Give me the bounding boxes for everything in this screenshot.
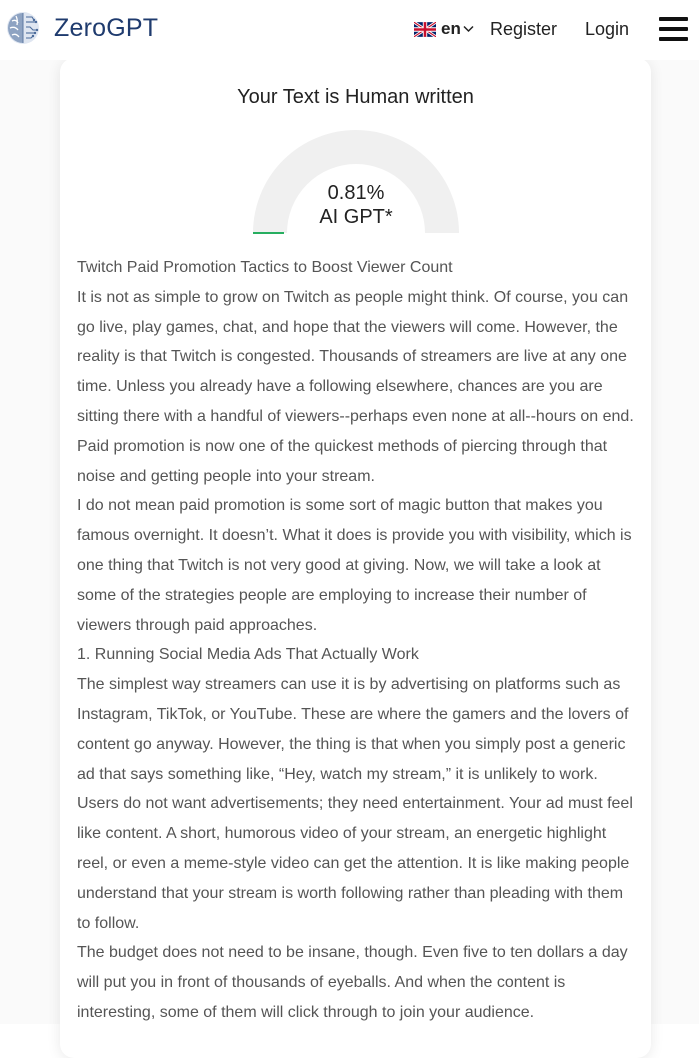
ai-percentage: 0.81% — [327, 182, 385, 204]
text-paragraph: I do not mean paid promotion is some sort of magic button that makes you famous overnight. It doesn’t. What it does is provide you with visibility, which is one thing that Twitch is not very good at giving. Now, we will take a look at some of the strategies people are employing to increase their number of viewers through paid approaches. — [77, 497, 632, 634]
text-subheading: 1. Running Social Media Ads That Actually Work — [77, 646, 419, 664]
result-title: Your Text is Human written — [237, 86, 474, 108]
hamburger-bar — [659, 17, 688, 21]
ai-gpt-label: AI GPT* — [319, 206, 393, 228]
text-heading: Twitch Paid Promotion Tactics to Boost Viewer Count — [77, 259, 453, 276]
hamburger-bar — [659, 37, 688, 41]
uk-flag-icon — [414, 22, 436, 37]
language-code: en — [441, 19, 461, 38]
hamburger-menu-icon[interactable] — [659, 17, 688, 41]
chevron-down-icon — [463, 25, 474, 33]
text-paragraph: The simplest way streamers can use it is by advertising on platforms such as Instagram, TikTok, or YouTube. These are where the gamers and the lovers of content go anyway. However, the thing is that when you simply post a generic ad that says something like, “Hey, watch my stream,” it is unlikely to work. Users do not want advertisements; they need entertainment. Your ad must feel like content. A short, humorous video of your stream, an energetic highlight reel, or even a meme-style video can get the attention. It is like making people understand that your stream is worth following rather than pleading with them to follow. — [77, 676, 633, 932]
text-paragraph: It is not as simple to grow on Twitch as people might think. Of course, you can go live, play games, chat, and hope that the viewers will come. However, the reality is that Twitch is congested. Thousands of streamers are live at any one time. Unless you already have a following elsewhere, chances are you are sitting there with a handful of viewers--perhaps even none at all--hours on end. Paid promotion is now one of the quickest methods of piercing through that noise and getting people into your stream. — [77, 288, 634, 485]
hamburger-bar — [659, 27, 688, 31]
text-paragraph: The budget does not need to be insane, though. Even five to ten dollars a day will put you in front of thousands of eyeballs. And when the content is interesting, some of them will click through to join your audience. — [77, 944, 628, 1021]
brand-name[interactable]: ZeroGPT — [54, 14, 159, 42]
top-navbar — [0, 0, 699, 60]
brain-logo-icon[interactable] — [6, 11, 40, 45]
language-selector[interactable] — [414, 19, 474, 39]
analyzed-text — [77, 253, 637, 1028]
login-link[interactable]: Login — [585, 19, 630, 39]
register-link[interactable]: Register — [490, 19, 558, 39]
